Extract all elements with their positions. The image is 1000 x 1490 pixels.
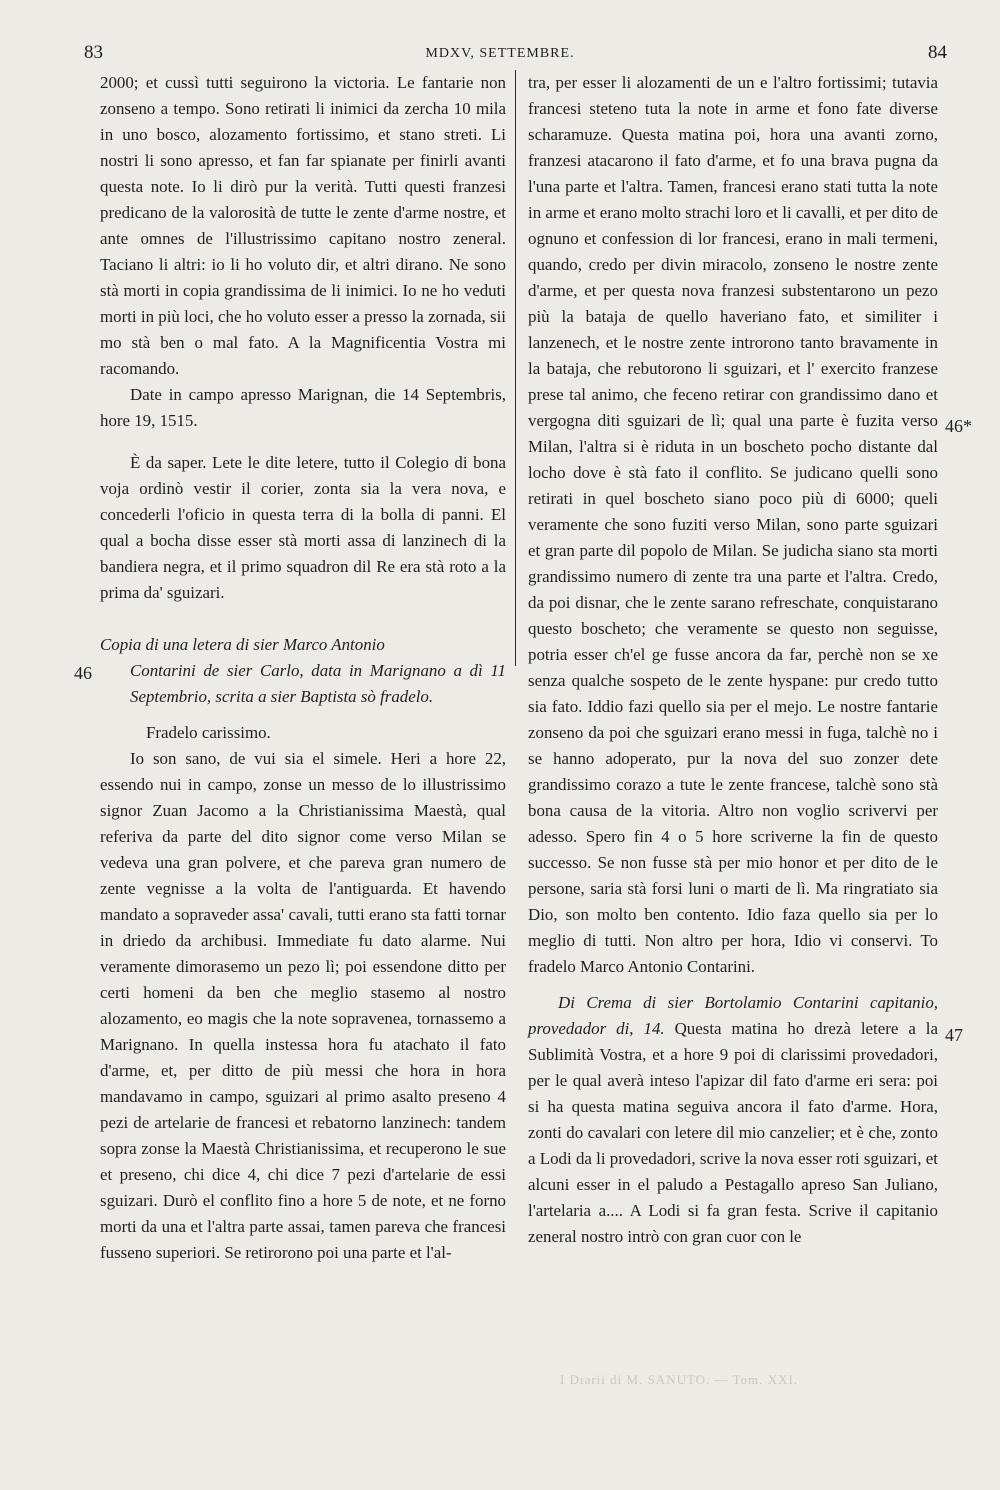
margin-number-right-b: 47 (945, 1025, 963, 1045)
paragraph: Io son sano, de vui sia el simele. Heri a hore 22, essendo nui in campo, zonse un messo de lo illustrissimo signor Zuan Jacomo a la Christianissima Maestà, qual referiva da parte del dito signor come verso Milan se vedeva una gran polvere, et che pareva gran numero de zente vegnisse a la volta de l'antiguarda. Et havendo mandato a sopraveder assa' cavali, tutti erano sta fatti tornar in driedo da archibusi. Immediate fu dato alarme. Nui veramente dimorasemo un pezo lì; poi essendone ditto per certi homeni da ben che meglio stasemo al nostro alozamento, eo magis che la note sopravenea, tornassemo a Marignano. In quella instessa hora fu atachato il fato d'arme, et, per ditto de più messi che hora in hora mandavamo in campo, sguizari al primo asalto preseno 4 pezi de artelarie de francesi et rebatorno lanzinech: tandem sopra zonse la Maestà Christianissima, et recuperono le sue et preseno, chi dice 4, chi dice 7 pezi d'artelarie de essi sguizari. Durò el conflito fino a hore 5 de note, et ne forno morti da una et l'altra parte assai, tamen pareva che francesi fusseno superiori. Se retirorono poi una parte et l'al- (100, 749, 506, 1262)
paragraph-body: Questa matina ho drezà letere a la Sublimità Vostra, et a hore 9 poi di clarissimi provedadori, per le qual averà inteso l'apizar dil fato d'arme eri sera: poi si ha questa matina seguiva ancora il fato d'arme. Hora, zonti do cavalari con letere dil mio canzelier; et è che, zonto a Lodi da li provedadori, scrive la nova esser roti sguizari, et alcuni esser in el paludo a Pestagallo apreso San Juliano, l'artelaria a.... A Lodi si fa gran festa. Scrive il capitanio zeneral nostro intrò con gran cuor con le (528, 1019, 938, 1246)
date-line: Date in campo apresso Marignan, die 14 Septembris, hore 19, 1515. (100, 385, 506, 430)
letter-title (100, 632, 506, 710)
show-through-text: I Diarii di M. SANUTO. — Tom. XXI. (560, 1372, 799, 1387)
column-divider (515, 70, 516, 666)
letter-title-rest: Contarini de sier Carlo, data in Marignano a dì 11 Septembrio, scrita a sier Baptista sò fradelo. (130, 661, 506, 706)
running-title: MDXV, SETTEMBRE. (425, 46, 575, 61)
paragraph: 2000; et cussì tutti seguirono la victoria. Le fantarie non zonseno a tempo. Sono retirati li inimici da zercha 10 mila in uno bosco, alozamento fortissimo, et stano streti. Li nostri li sono apresso, et fan far spianate per finirli avanti questa note. Io li dirò pur la verità. Tutti questi franzesi predicano de la valorosità de tutte le zente d'arme nostre, et ante omnes de l'illustrissimo capitano nostro zeneral. Taciano li altri: io li ho voluto dir, et altri dirano. Ne sono stà morti in copia grandissima de li inimici. Io ne ho veduti morti in più loci, che ho voluto esser a presso la zornada, sii mo stà ben o mal fato. A la Magnificentia Vostra mi racomando. (100, 73, 506, 378)
right-column (528, 70, 938, 1250)
letter-title-line1: Copia di una letera di sier Marco Antonio (100, 635, 385, 654)
page-number-right: 84 (928, 42, 947, 63)
page-number-left: 83 (84, 42, 103, 63)
margin-number-right-a: 46* (945, 416, 972, 436)
paragraph (528, 990, 938, 1250)
paragraph: È da saper. Lete le dite letere, tutto il Colegio di bona voja ordinò vestir il corier, zonta sia la vera nova, e concederli l'oficio in questa terra di la bolla di panni. El qual a bocha disse esser stà morti assa di lanzinech di la bandiera negra, et il primo squadron dil Re era stà roto a la prima da' sguizari. (100, 453, 506, 602)
paragraph: tra, per esser li alozamenti de un e l'altro fortissimi; tutavia francesi steteno tuta la note in arme et fono fate diverse scharamuze. Questa matina poi, hora una avanti zorno, franzesi atacarono il fato d'arme, et fo una brava pugna da l'una parte et l'altra. Tamen, francesi erano stati tutta la note in arme et erano molto strachi loro et li cavalli, et per dito de ognuno et confession di lor francesi, erano in mali termeni, quando, credo per divin miracolo, zonseno le nostre zente d'arme, et per questa nova franzesi substentarono un pezo più la bataja de quello haveriano fato, et similiter i lanzenech, et le nostre zente introrono tanto bravamente in la bataja, che rebutorono li sguizari, et l' exercito franzese prese tal animo, che feceno retirar con grandissimo dano et vergogna diti sguizari de lì; qual una parte è fuzita verso Milan, l'altra si è riduta in un boscheto pocho distante dal locho dove è stà fato il conflito. Se judicano quelli sono retirati in quel boscheto siano poco più di 6000; queli veramente che sono fuziti verso Milan, sono parte sguizari et gran parte dil popolo de Milan. Se judicha siano sta morti grandissimo numero di zente tra una parte et l'altra. Credo, da poi disnar, che le zente sarano refreschate, conquistarano questo boscheto; che veramente se questo non seguisse, potria esser ch'el ge fusse ancora da far, perchè non se xe senza qualche sospeto de le zente hyspane: pur credo tutto sia fato. Iddio fazi quello sia per el mejo. Le nostre fantarie zonseno da poi che sguizari erano messi in fuga, talchè no i se hanno adoperato, pur la nova del suo zonzer dete grandissimo corazo a tute le zente francese, talchè sono stà bona causa de la vitoria. Altro non voglio scrivervi per adesso. Spero fin 4 o 5 hore scriverne la fin de questo successo. Se non fusse stà per mio honor et per dito de le persone, saria stà forsi luni o marti de lì. Ma ringratiato sia Dio, son molto ben contento. Idio faza quello sia per lo meglio di tutti. Non altro per hora, Idio vi conservi. To fradelo Marco Antonio Contarini. (528, 73, 938, 976)
left-column (100, 70, 506, 1266)
salutation: Fradelo carissimo. (146, 723, 271, 742)
margin-number-left: 46 (74, 663, 92, 683)
letter-heading: Di Crema di sier Bortolamio Contarini capitanio, provedador di, 14. (528, 993, 938, 1038)
